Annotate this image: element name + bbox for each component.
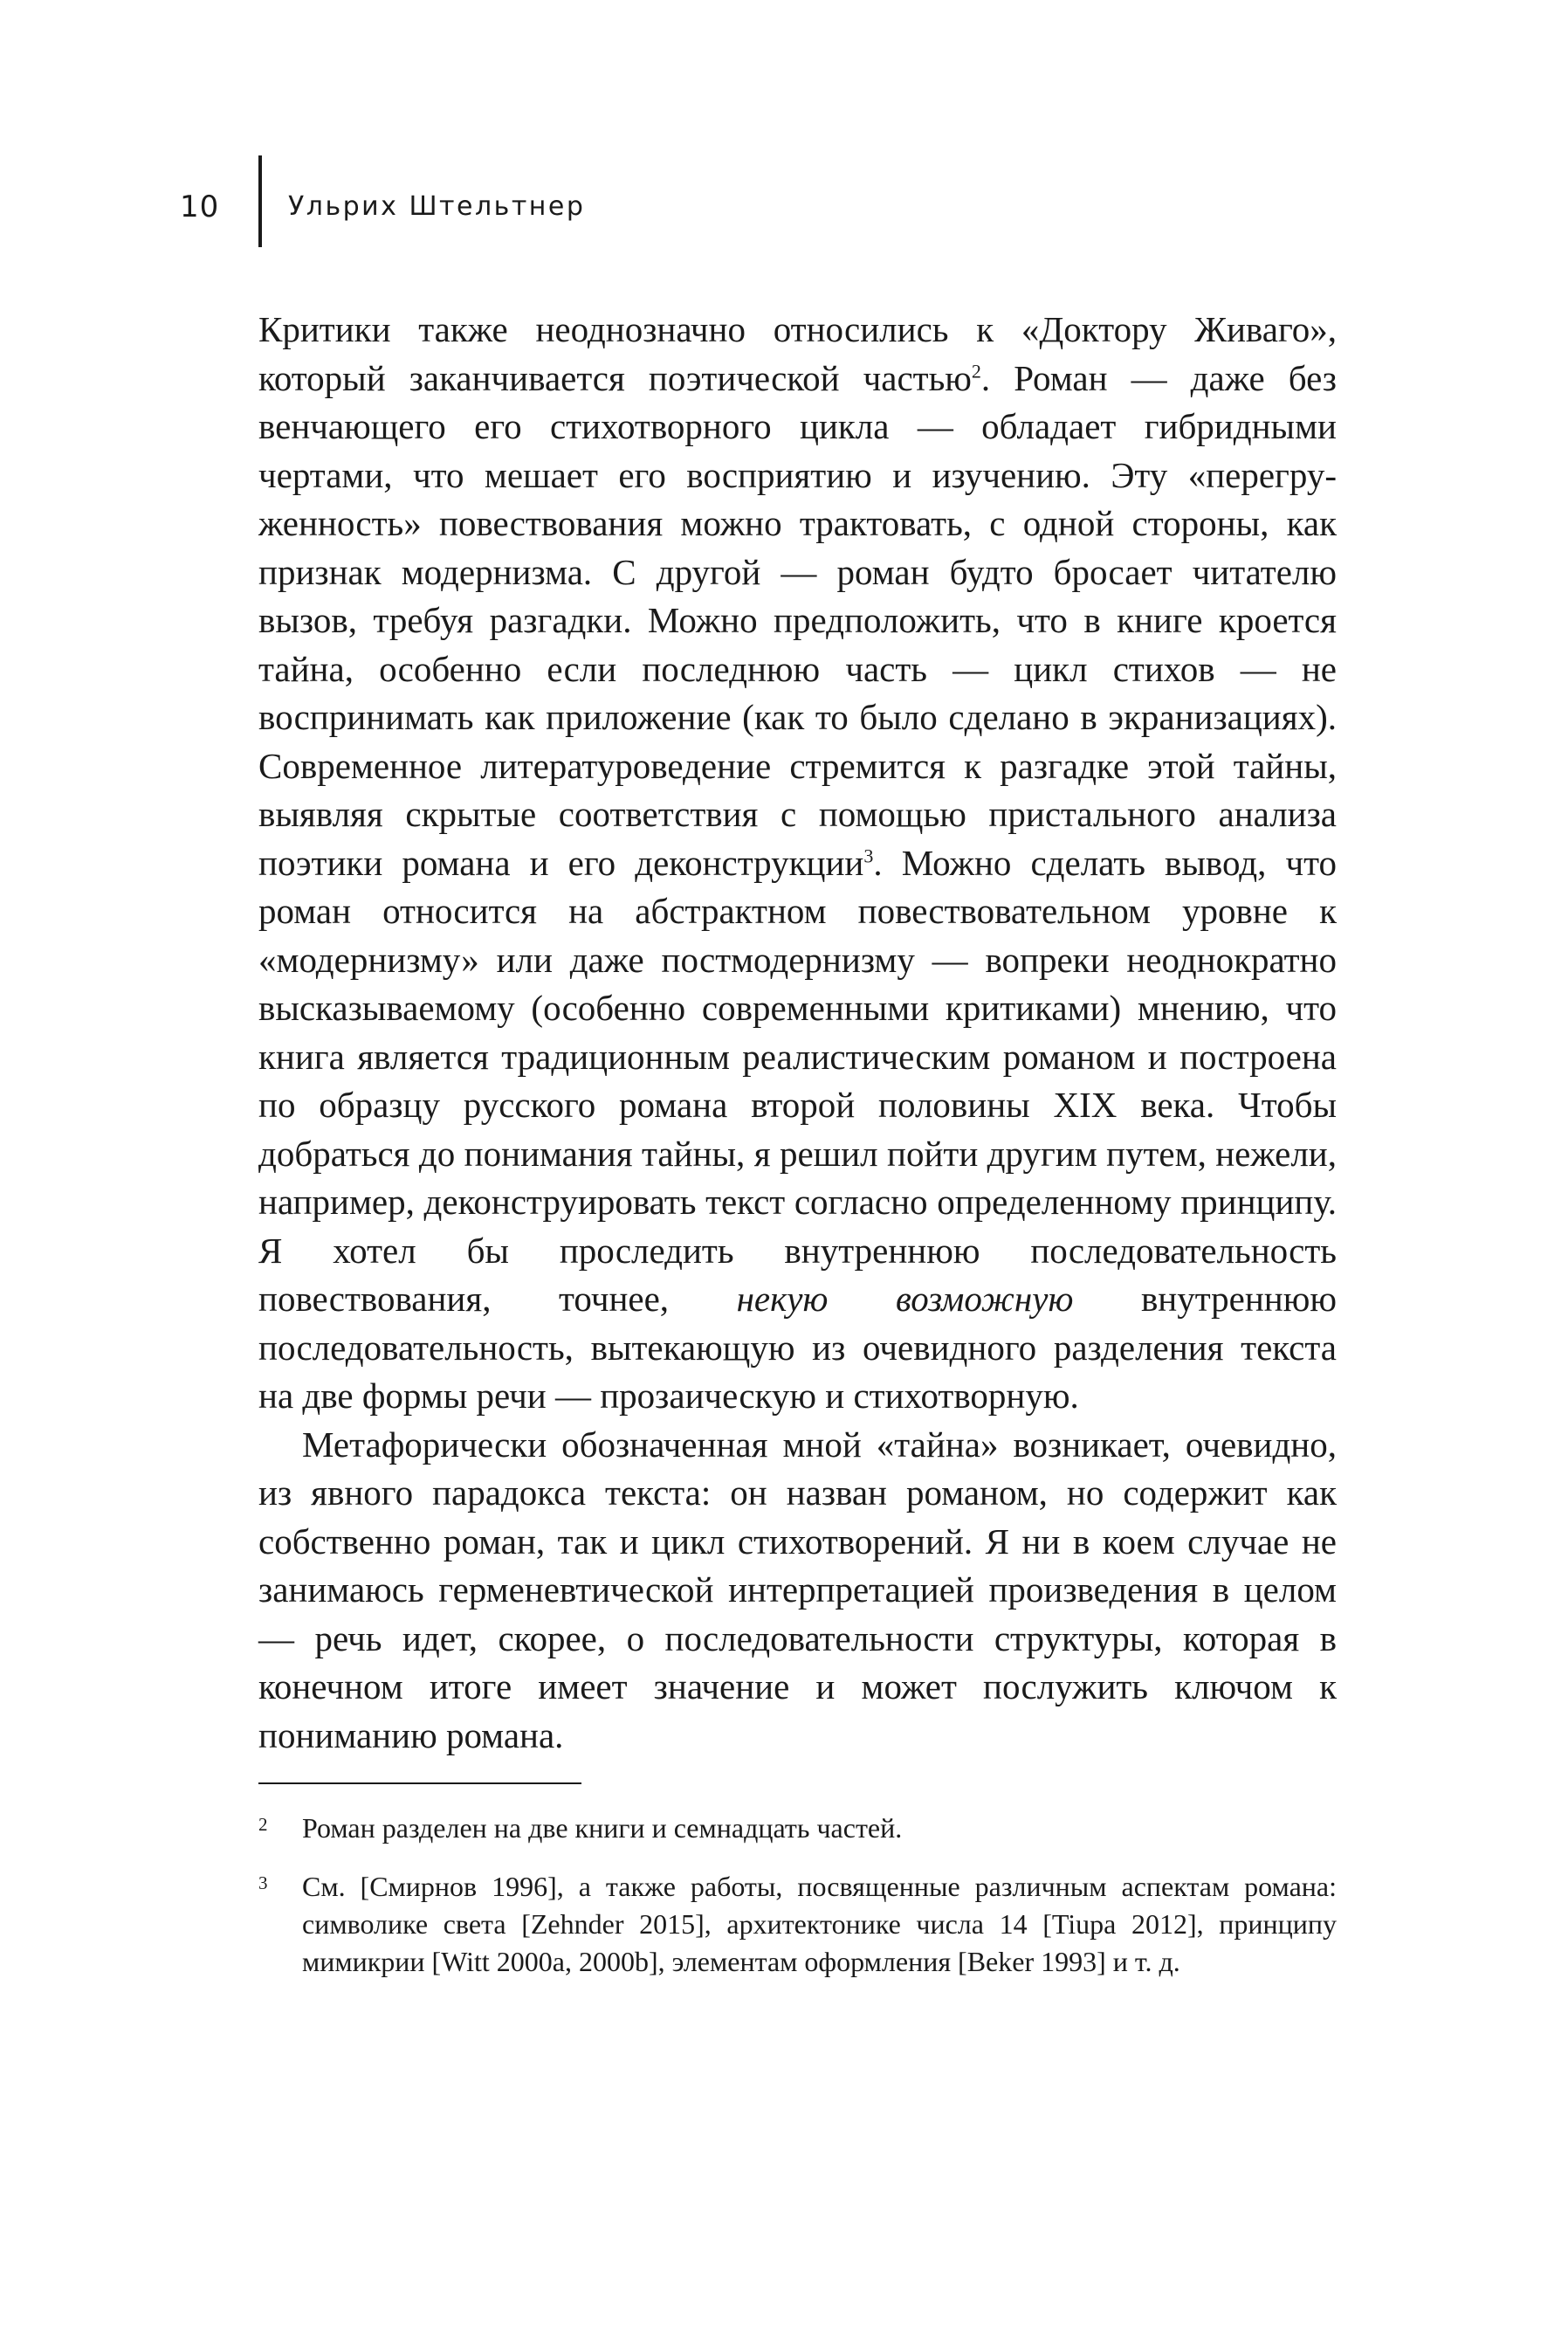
paragraph-2: Метафорически обозначенная мной «тайна» возникает, очевидно, из явного парадокса текста: он назван романом, но содержит как собственно роман, так и цикл стихотворений. Я ни в коем случае не занимаюсь герменевтической интерпретацией произведения в целом — речь идет, скорее, о последовательности структуры, которая в конечном итоге имеет значение и может послужить ключом к пониманию романа. [258, 1424, 1337, 1755]
footnote-marker: 2 [258, 1814, 268, 1835]
footnote-marker: 3 [258, 1872, 268, 1893]
page-number: 10 [180, 190, 220, 224]
footnotes [258, 1810, 1337, 2002]
footnote-text: См. [Смирнов 1996], а также работы, посвященные различным аспектам романа: символике света [Zehnder 2015], архитектонике числа 14 [Tiupa 2012], принципу мимикрии [Witt 2000a, 2000b], элементам оформления [Beker 1993] и т. д. [302, 1871, 1337, 1977]
footnote-ref-2[interactable]: 2 [971, 359, 981, 382]
header-divider [258, 155, 262, 247]
paragraph-1-text-a: Критики также неоднозначно относились к «Доктору Живаго», который заканчивается поэтической частью [258, 309, 1337, 398]
main-text [258, 306, 1337, 1760]
paragraph-1 [258, 306, 1337, 1421]
footnote-2 [258, 1810, 1337, 1847]
paragraph-1-text-d: внутреннюю последовательность, вытекающую из очевидного разделения текста на две формы речи — прозаическую и стихотворную. [258, 1279, 1337, 1416]
footnote-3 [258, 1868, 1337, 1981]
paragraph-1-text-c: . Можно сделать вывод, что роман относится на абстрактном повествовательном уровне к «модернизму» или даже постмодернизму — вопреки неоднократно высказываемому (особенно современными критиками) мнению, что книга является традиционным реалистическим романом и построена по образцу русского романа второй половины XIX века. Чтобы добраться до понимания тайны, я решил пойти другим путем, нежели, например, деконструировать текст согласно определенному принципу. Я хотел бы проследить внутреннюю последовательность повествования, точнее, [258, 842, 1337, 1319]
footnote-text: Роман разделен на две книги и семнадцать частей. [302, 1812, 903, 1844]
running-head-author: Ульрих Штельтнер [288, 191, 586, 222]
running-header [0, 155, 1568, 252]
paragraph-1-italic: некую возможную [736, 1279, 1074, 1319]
paragraph-1-text-b: . Роман — даже без венчающего его стихотворного цикла — обладает гибридными чертами, что мешает его восприятию и изучению. Эту «перегруженность» повествования можно трактовать, с одной стороны, как признак модернизма. С другой — роман будто бросает читателю вызов, требуя разгадки. Можно предположить, что в книге кроется тайна, особенно если последнюю часть — цикл стихов — не воспринимать как приложение (как то было сделано в экранизациях). Современное литературоведение стремится к разгадке этой тайны, выявляя скрытые соответствия с помощью пристального анализа поэтики романа и его деконструкции [258, 357, 1338, 883]
footnote-separator [258, 1782, 581, 1784]
footnote-ref-3[interactable]: 3 [863, 844, 874, 866]
